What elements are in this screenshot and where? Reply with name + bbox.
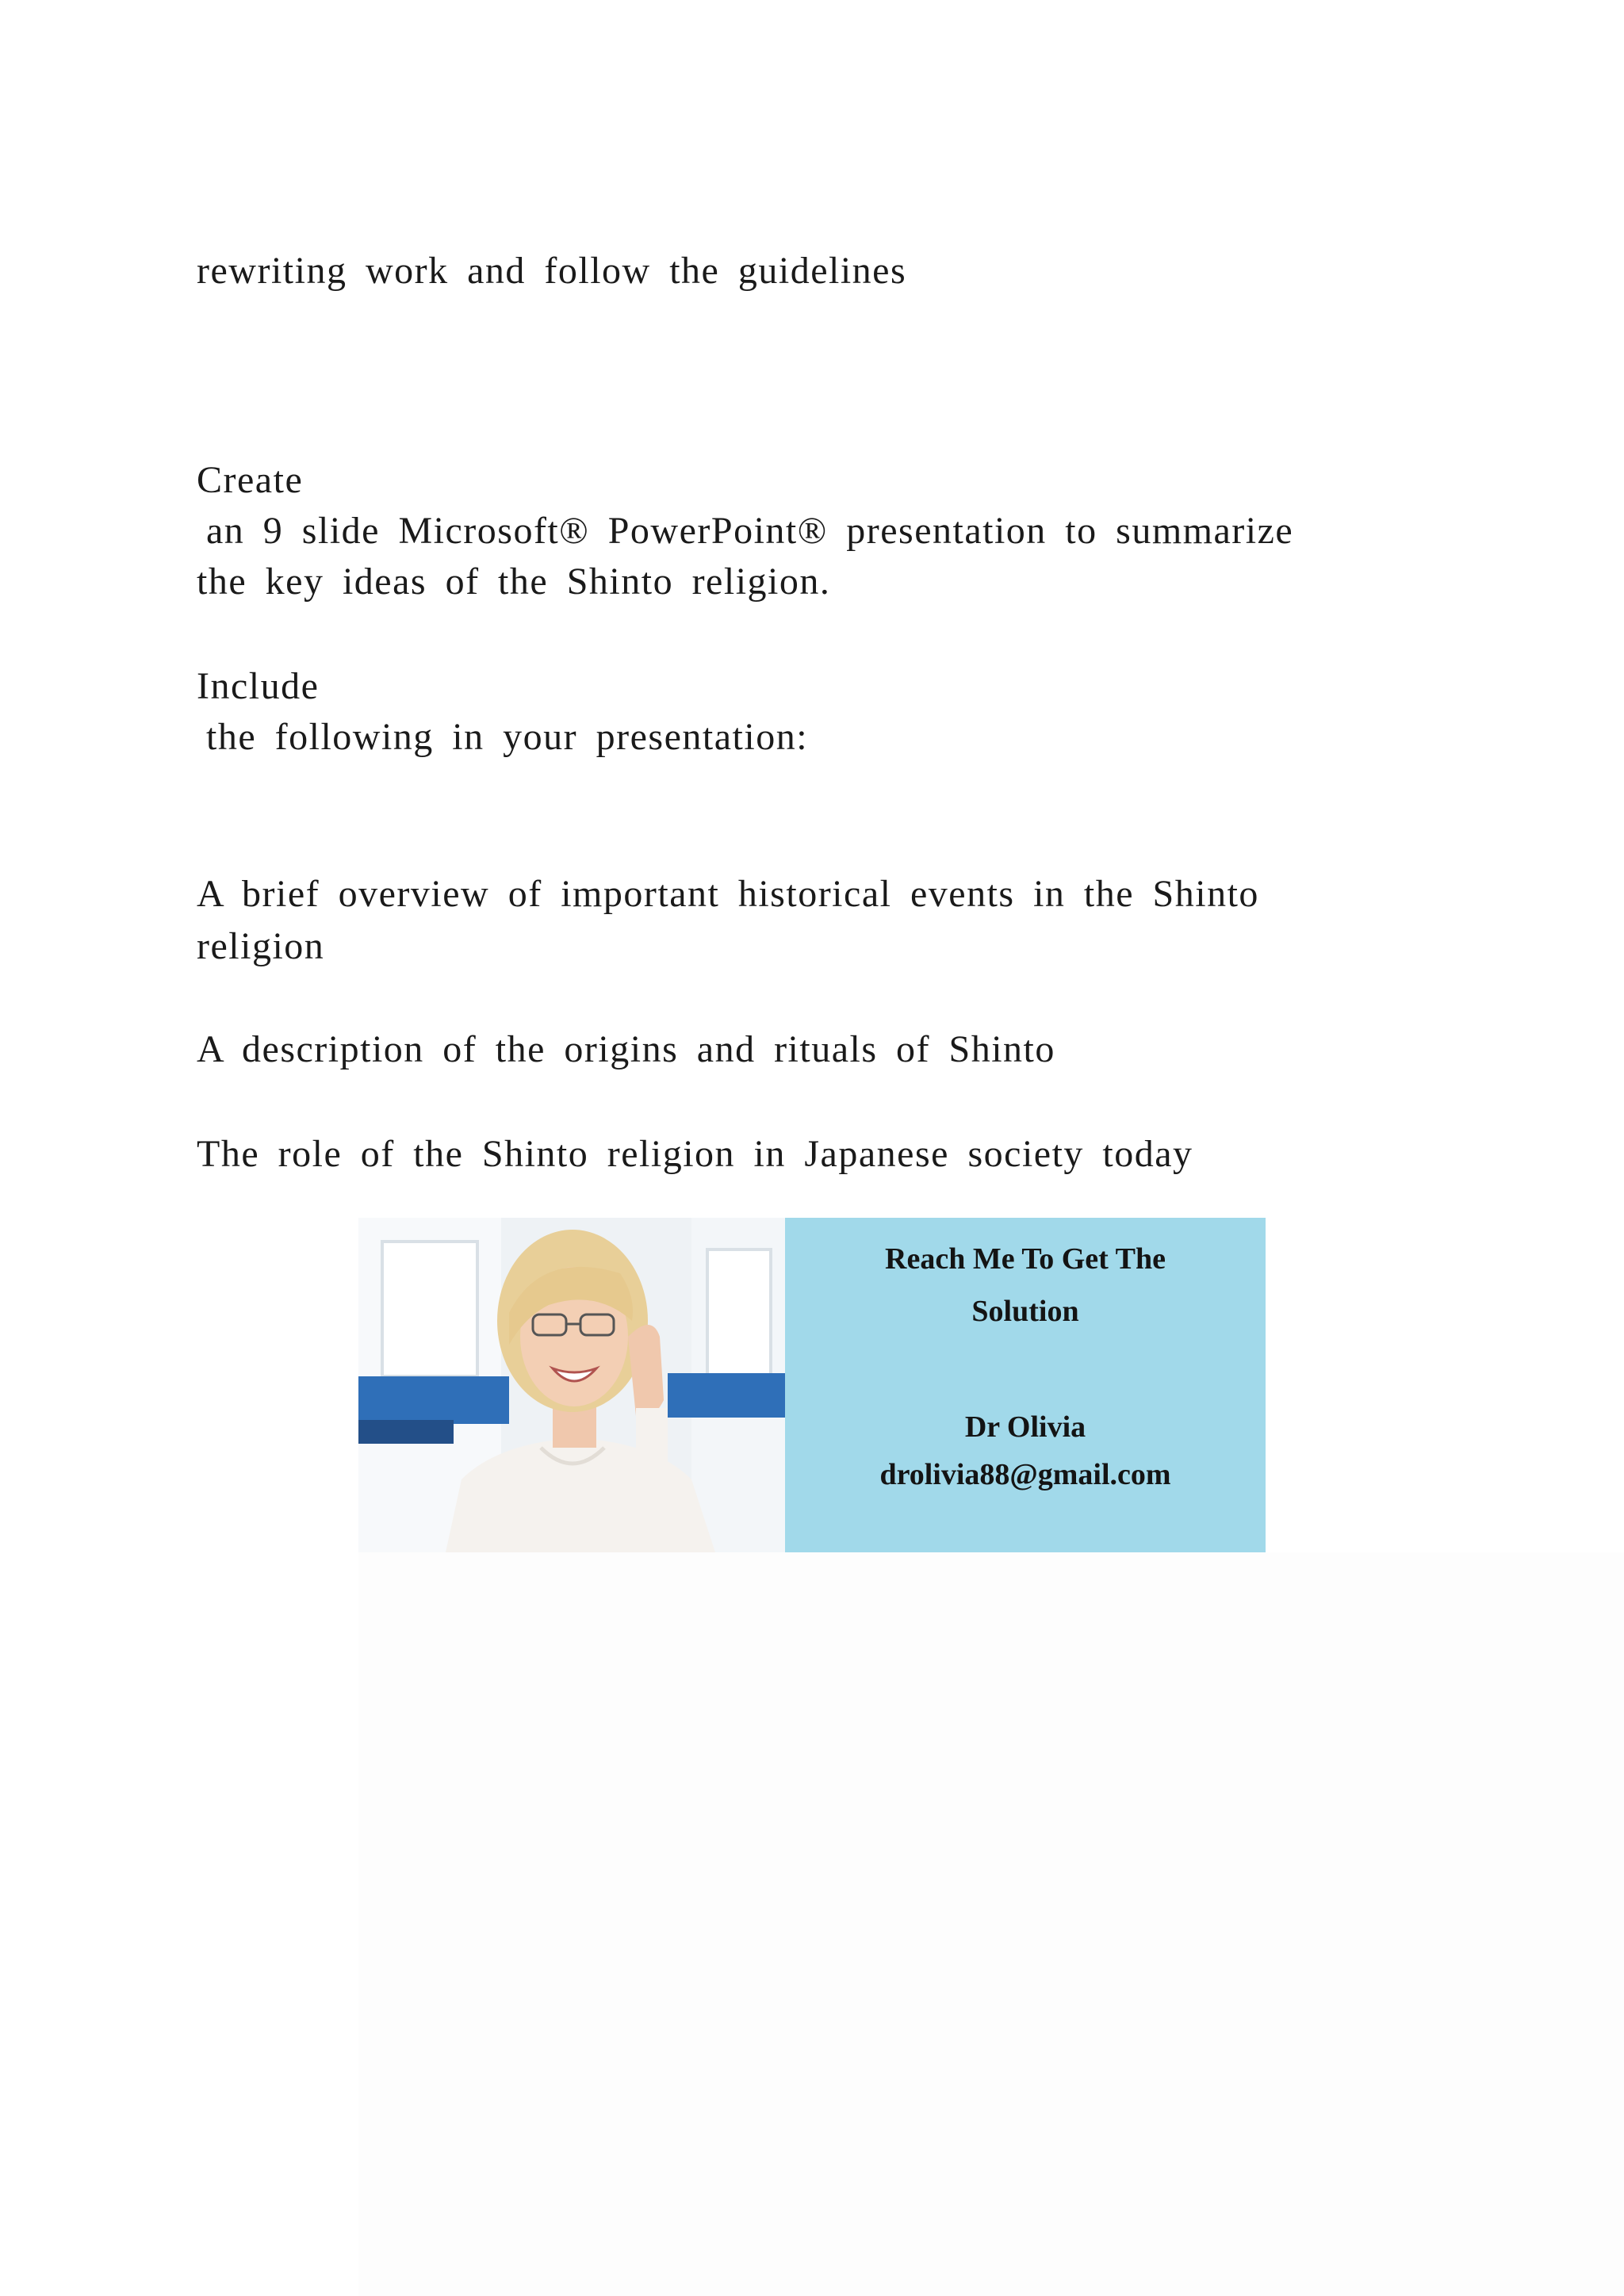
contact-email: drolivia88@gmail.com xyxy=(879,1458,1171,1491)
create-line-1: an 9 slide Microsoft® PowerPoint® presentation to summarize xyxy=(206,510,1294,552)
tutor-photo xyxy=(358,1218,785,1552)
banner-line-1: Reach Me To Get The xyxy=(885,1242,1166,1276)
blank-image-area xyxy=(358,1552,1624,2296)
create-line-2: the key ideas of the Shinto religion. xyxy=(197,561,831,603)
bullet-2: A description of the origins and rituals of Shinto xyxy=(197,1028,1055,1070)
bullet-3: The role of the Shinto religion in Japanese society today xyxy=(197,1133,1193,1175)
contact-info-panel xyxy=(785,1218,1266,1552)
include-line: the following in your presentation: xyxy=(206,716,809,758)
banner-line-2: Solution xyxy=(971,1295,1079,1328)
contact-banner xyxy=(358,1218,1266,1552)
intro-text: rewriting work and follow the guidelines xyxy=(197,250,907,292)
bullet-1-line-1: A brief overview of important historical events in the Shinto xyxy=(197,873,1259,915)
woman-photo-illustration xyxy=(358,1218,785,1552)
contact-name: Dr Olivia xyxy=(964,1410,1086,1444)
include-heading: Include xyxy=(197,665,320,707)
create-heading: Create xyxy=(197,459,304,501)
bullet-1-line-2: religion xyxy=(197,925,325,967)
